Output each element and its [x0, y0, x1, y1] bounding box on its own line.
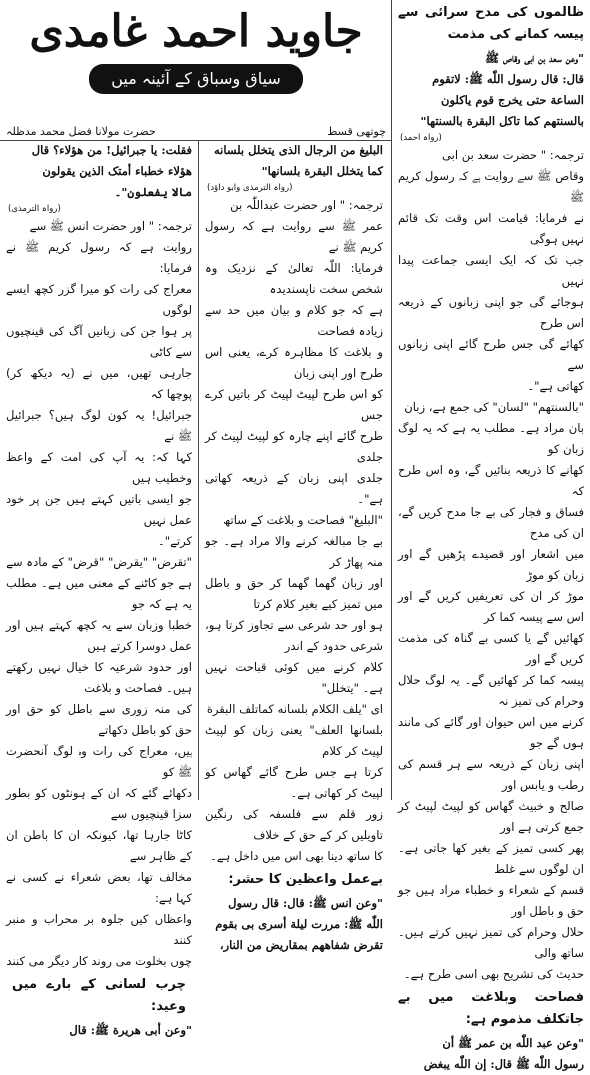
translation-paragraph: ترجمہ: " اور حضرت عبداللّٰہ بن عمر ﷺ سے روایت ہے کہ رسول کریم ﷺ نے فرمایا: اللّٰہ تعالیٰ کے نزدیک وہ شخص سخت ناپسندیدہ ہے کہ جو کلام و بیان میں حد سے زیادہ فصاحت و بلاغت کا مظاہرہ کرے، یعنی اس طرح اور اپنی زبان کو اس طرح لپیٹ لپیٹ کر باتیں کرے جس طرح گائے اپنے چارہ کو لپیٹ لپیٹ کر جلدی جلدی اپنی زبان کے ذریعہ کھاتی ہے"۔ — [205, 198, 383, 506]
hadith-reference: (رواہ الترمذی وابو داؤد) — [207, 183, 293, 193]
persian-poem: واعظاں کیں جلوہ بر محراب و منبر کنند چوں بخلوت می روند کار دیگر می کنند چرب لسانی کے بارے میں وعید: — [6, 912, 192, 1014]
section-heading-preachers: بےعمل واعظین کا حشر: — [228, 872, 383, 887]
explanation-paragraph: "البلیغ" فصاحت و بلاغت کے ساتھ بے جا مبالغہ کرنے والا مراد ہے۔ جو منہ پھاڑ کر اور زبان گھما گھما کر حق و باطل میں تمیز کیے بغیر کلام کرتا ہو اور حد شرعی سے تجاوز کرتا ہو، شرعی حدود کے اندر کلام کرنے میں کوئی قباحت نہیں ہے۔ "یتخلل" ای "یلف الکلام بلسانه کماتلف البقرة بلسانها العلف" یعنی زبان کو لپیٹ لپیٹ کر کلام کرتا ہے جس طرح گائے گھاس کو لپیٹ کر کھاتی ہے۔ زور قلم سے فلسفہ کی رنگین تاویلیں کر کے حق کے خلاف کا ساتھ دینا بھی اس میں داخل ہے۔ — [205, 513, 383, 863]
left-column — [0, 140, 198, 1037]
hadith-reference: (رواہ احمد) — [400, 133, 442, 143]
article-subtitle: سیاق وسباق کے آئینہ میں — [89, 64, 303, 94]
hadith-arabic-2: "وعن انس ﷺ: قال: قال رسول اللّٰه ﷺ: مررت لیلة أسری بی بقوم تقرض شفاههم بمقاریض من النار، — [215, 896, 383, 952]
explanation-paragraph: "بالسنتهم" "لسان" کی جمع ہے، زبان بان مراد ہے۔ مطلب یہ ہے کہ یہ لوگ زبان کو کھانے کا ذریعہ بنائیں گے، وہ اس طرح کہ فساق و فجار کی بے جا مدح کریں گے، ان کی مدح میں اشعار اور قصیدے پڑھیں گے اور زبان کو موڑ موڑ کر ان کی تعریفیں کریں گے اور اس سے پیسہ کما کر کھائیں گے یا کسی بے گناہ کی مذمت کریں گے اور پیسہ کما کر کھائیں گے۔ یہ لوگ حلال وحرام کی تمیز نہ کرنے میں اس حیوان اور گائے کی مانند ہوں گے جو اپنی زبان کے ذریعہ سے ہر قسم کی رطب و یابس اور صالح و خبیث گھاس کو لپیٹ لپیٹ کر جمع کرتی ہے اور پھر کسی تمیز کے بغیر کھا جاتی ہے۔ ان لوگوں سے غلط قسم کے شعراء و خطباء مراد ہیں جو حق و باطل اور حلال وحرام کی تمیز نہیں کرتے ہیں۔ ساتھ والی حدیث کی تشریح بھی اسی طرح ہے۔ — [398, 400, 584, 981]
section-heading-eloquence: فصاحت وبلاغت میں بے جاتکلف مذموم ہے: — [398, 990, 584, 1027]
hadith-arabic-1: "وعن سعد بن ابی وقاص ﷺ قال: قال رسول اللّٰه ﷺ: لاتقوم الساعة حتی یخرج قوم یاکلون بالسنتهم کما تاکل البقرة بالسنتها" — [420, 51, 584, 128]
hadith-arabic-continued: فقلت: یا جبرائیل! من هؤلاء؟ قال هؤلاء خطباء أمتک الذین یقولون مالا یفعلون"۔ — [31, 143, 192, 199]
hadith-arabic-2: "وعن أبی هریرة ﷺ: قال — [69, 1023, 192, 1037]
page-title: جاوید احمد غامدی — [29, 6, 363, 57]
article-meta — [0, 125, 392, 138]
section-heading-oppressors: ظالموں کی مدح سرائی سے پیسہ کمانے کی مذمت — [398, 5, 584, 42]
hadith-reference: (رواہ الترمذی) — [8, 204, 61, 214]
author-name: حضرت مولانا فضل محمد مدظلہ — [6, 125, 156, 138]
translation-paragraph: ترجمہ: " حضرت سعد بن ابی وقاص ﷺ سے روایت ہے کہ رسول کریم ﷺ نے فرمایا: قیامت اس وقت تک قائم نہیں ہوگی جب تک کہ ایک ایسی جماعت پیدا نہیں ہوجائے گی جو اپنی زبانوں کے ذریعہ اس طرح کھائے گی جس طرح گائے اپنی زبانوں سے کھاتی ہے"۔ — [398, 148, 584, 393]
explanation-paragraph: "تقرض" "یقرض" "قرض" کے مادہ سے ہے جو کاٹنے کے معنی میں ہے۔ مطلب یہ ہے کہ جو خطبا وزبان سے یہ کچھ کہتے ہیں اور عمل دوسرا کرتے ہیں اور حدود شرعیہ کا خیال نہیں رکھتے ہیں۔ فصاحت و بلاغت کی منہ زوری سے باطل کو حق اور حق کو باطل دکھاتے ہیں، معراج کی رات وہ لوگ آنحضرت ﷺ کو دکھائے گئے کہ ان کے ہونٹوں کو بطور سزا قینچیوں سے کاٹا جارہا تھا، کیونکہ ان کا باطن ان کے ظاہر سے مخالف تھا، بعض شعراء نے کسی نے کہا ہے: — [6, 555, 192, 905]
right-column — [391, 0, 590, 1071]
middle-column — [198, 140, 389, 952]
article-header — [0, 0, 392, 141]
installment-label: چوتھی قسط — [327, 125, 386, 138]
hadith-arabic-2: "وعن عبد اللّٰه بن عمر ﷺ أن رسول اللّٰه ﷺ قال: إن اللّٰه یبغض — [423, 1036, 584, 1071]
translation-paragraph: ترجمہ: " اور حضرت انس ﷺ سے روایت ہے کہ رسول کریم ﷺ نے فرمایا: معراج کی رات کو میرا گزر کچھ ایسے لوگوں پر ہوا جن کی زبانیں آگ کی قینچیوں سے کاٹی جارہی تھیں، میں نے (یہ دیکھ کر) پوچھا کہ جبرائیل! یہ کون لوگ ہیں؟ جبرائیل ﷺ نے کہا کہ: یہ آپ کی امت کے واعظ وخطیب ہیں جو ایسی باتیں کہتے ہیں جن پر خود عمل نہیں کرتے"۔ — [6, 219, 192, 548]
hadith-arabic-continued: البلیغ من الرجال الذی یتخلل بلسانه کما یتخلل البقرة بلسانها" — [214, 143, 383, 178]
